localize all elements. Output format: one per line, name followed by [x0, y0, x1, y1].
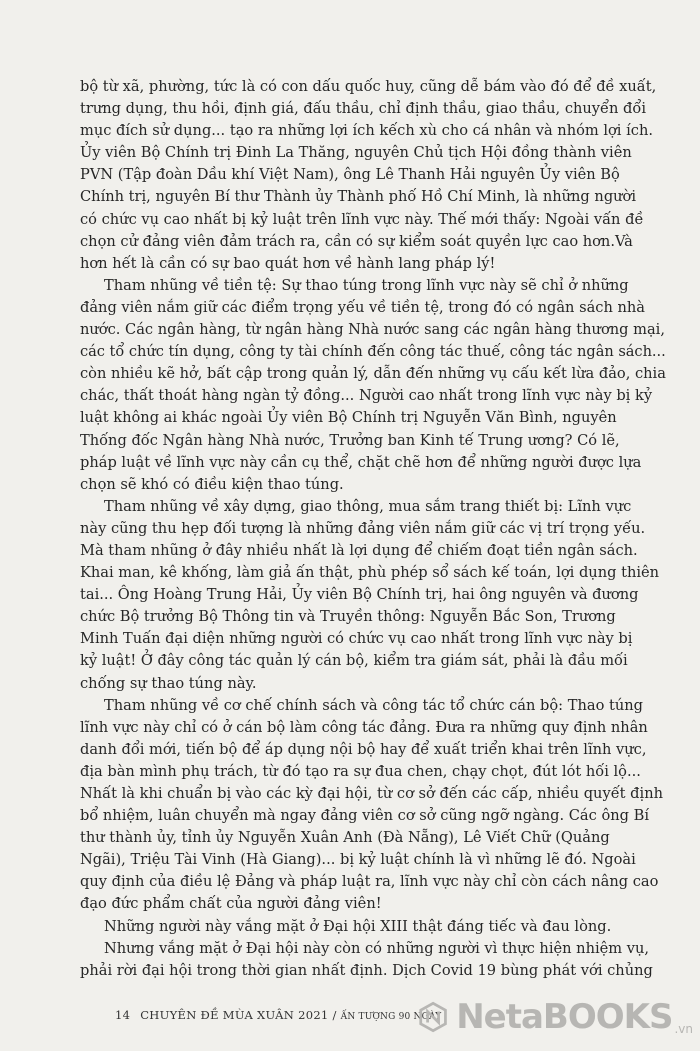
- text-line: Tham nhũng về tiền tệ: Sự thao túng trong lĩnh vực này sẽ chỉ ở những: [104, 276, 629, 294]
- text-line: đảng viên nắm giữ các điểm trọng yếu về tiền tệ, trong đó có ngân sách nhà: [80, 298, 645, 316]
- watermark-brand: NetaBOOKS: [456, 997, 673, 1037]
- publication-title: CHUYÊN ĐỀ MÙA XUÂN 2021 /: [140, 1008, 337, 1022]
- text-line: nước. Các ngân hàng, từ ngân hàng Nhà nước sang các ngân hàng thương mại,: [80, 321, 665, 339]
- text-line: có chức vụ cao nhất bị kỷ luật trên lĩnh vực này. Thế mới thấy: Ngoài vấn đề: [80, 210, 644, 228]
- text-line: quy định của điều lệ Đảng và pháp luật ra, lĩnh vực này chỉ còn cách nâng cao: [80, 873, 659, 891]
- text-line: Nhưng vắng mặt ở Đại hội này còn có những người vì thực hiện nhiệm vụ,: [104, 939, 650, 957]
- text-line: hơn hết là cần có sự bao quát hơn về hành lang pháp lý!: [80, 254, 496, 272]
- text-line: Mà tham nhũng ở đây nhiều nhất là lợi dụng để chiếm đoạt tiền ngân sách.: [80, 541, 638, 559]
- watermark-suffix: .vn: [674, 1022, 693, 1036]
- text-line: pháp luật về lĩnh vực này cần cụ thể, chặt chẽ hơn để những người được lựa: [80, 453, 642, 471]
- text-line: các tổ chức tín dụng, công ty tài chính đến công tác thuế, công tác ngân sách...: [80, 343, 666, 361]
- text-line: danh đổi mới, tiến bộ để áp dụng nội bộ hay để xuất triển khai trên lĩnh vực,: [80, 740, 647, 758]
- page-number: 14: [115, 1008, 131, 1022]
- text-line: thư thành ủy, tỉnh ủy Nguyễn Xuân Anh (Đà Nẵng), Lê Viết Chữ (Quảng: [80, 829, 610, 847]
- text-line: chọn sẽ khó có điều kiện thao túng.: [80, 475, 344, 493]
- page-footer: [115, 1008, 441, 1022]
- text-line: bổ nhiệm, luân chuyển mà ngay đảng viên cơ sở cũng ngỡ ngàng. Các ông Bí: [80, 807, 650, 825]
- text-line: còn nhiều kẽ hở, bất cập trong quản lý, dẫn đến những vụ cấu kết lừa đảo, chia: [80, 365, 666, 383]
- text-line: Minh Tuấn đại diện những người có chức vụ cao nhất trong lĩnh vực này bị: [80, 630, 633, 648]
- text-line: Khai man, kê khống, làm giả ấn thật, phù phép sổ sách kế toán, lợi dụng thiên: [80, 564, 660, 582]
- text-line: phải rời đại hội trong thời gian nhất định. Dịch Covid 19 bùng phát với chủng: [80, 961, 653, 979]
- text-line: chác, thất thoát hàng ngàn tỷ đồng... Người cao nhất trong lĩnh vực này bị kỷ: [80, 387, 653, 405]
- text-line: luật không ai khác ngoài Ủy viên Bộ Chính trị Nguyễn Văn Bình, nguyên: [80, 409, 617, 427]
- text-line: Ủy viên Bộ Chính trị Đinh La Thăng, nguyên Chủ tịch Hội đồng thành viên: [80, 144, 632, 162]
- body-text: [80, 76, 666, 982]
- text-line: kỷ luật! Ở đây công tác quản lý cán bộ, kiểm tra giám sát, phải là đầu mối: [80, 652, 628, 670]
- text-line: Tham nhũng về xây dựng, giao thông, mua sắm trang thiết bị: Lĩnh vực: [104, 497, 632, 515]
- text-line: chọn cử đảng viên đảm trách ra, cần có sự kiểm soát quyền lực cao hơn.Và: [80, 232, 633, 250]
- text-line: này cũng thu hẹp đối tượng là những đảng viên nắm giữ các vị trí trọng yếu.: [80, 519, 646, 537]
- text-line: mục đích sử dụng... tạo ra những lợi ích kếch xù cho cá nhân và nhóm lợi ích.: [80, 122, 653, 140]
- text-line: Nhất là khi chuẩn bị vào các kỳ đại hội, từ cơ sở đến các cấp, nhiều quyết định: [80, 785, 663, 802]
- text-line: đạo đức phẩm chất của người đảng viên!: [80, 895, 382, 913]
- text-line: Tham nhũng về cơ chế chính sách và công tác tổ chức cán bộ: Thao túng: [104, 696, 643, 714]
- netabooks-logo-icon: [418, 995, 448, 1039]
- text-line: chức Bộ trưởng Bộ Thông tin và Truyền thông: Nguyễn Bắc Son, Trương: [80, 608, 616, 626]
- publication-subtitle: ẤN TƯỢNG 90 NGÀY: [340, 1012, 442, 1022]
- text-line: lĩnh vực này chỉ có ở cán bộ làm công tác đảng. Đưa ra những quy định nhân: [80, 718, 648, 736]
- text-line: trưng dụng, thu hồi, định giá, đấu thầu, chỉ định thầu, giao thầu, chuyển đổi: [80, 100, 646, 118]
- text-line: PVN (Tập đoàn Dầu khí Việt Nam), ông Lê Thanh Hải nguyên Ủy viên Bộ: [80, 166, 620, 184]
- text-line: Thống đốc Ngân hàng Nhà nước, Trưởng ban Kinh tế Trung ương? Có lẽ,: [80, 431, 620, 449]
- text-line: bộ từ xã, phường, tức là có con dấu quốc huy, cũng dễ bám vào đó để đề xuất,: [80, 78, 657, 95]
- text-line: chống sự thao túng này.: [80, 674, 257, 692]
- text-line: Những người này vắng mặt ở Đại hội XIII thật đáng tiếc và đau lòng.: [104, 917, 612, 935]
- text-line: địa bàn mình phụ trách, từ đó tạo ra sự đua chen, chạy chọt, đút lót hối lộ...: [80, 762, 641, 780]
- netabooks-watermark: [418, 988, 693, 1046]
- text-line: Ngãi), Triệu Tài Vinh (Hà Giang)... bị kỷ luật chính là vì những lẽ đó. Ngoài: [80, 851, 636, 869]
- text-line: tai... Ông Hoàng Trung Hải, Ủy viên Bộ Chính trị, hai ông nguyên và đương: [80, 586, 639, 604]
- text-line: Chính trị, nguyên Bí thư Thành ủy Thành phố Hồ Chí Minh, là những người: [80, 188, 637, 206]
